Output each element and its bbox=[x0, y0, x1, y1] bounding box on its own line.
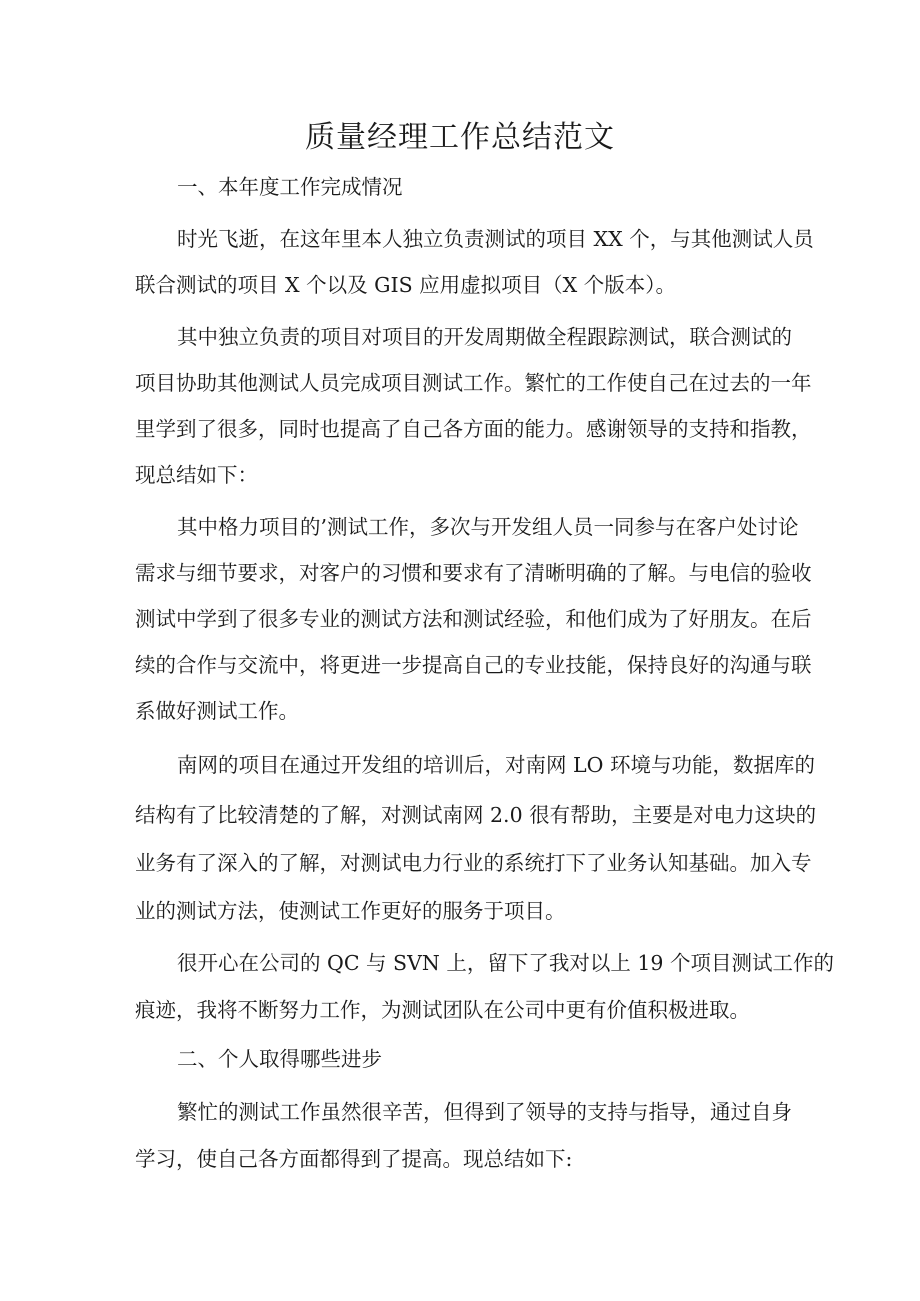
paragraph-3-line-3: 测试中学到了很多专业的测试方法和测试经验，和他们成为了好朋友。在后 bbox=[135, 607, 812, 631]
paragraph-3-line-1: 其中格力项目的’测试工作，多次与开发组人员一同参与在客户处讨论 bbox=[177, 515, 799, 539]
paragraph-3-line-5: 系做好测试工作。 bbox=[135, 699, 299, 723]
page-title: 质量经理工作总结范文 bbox=[305, 120, 615, 155]
paragraph-2-line-2: 项目协助其他测试人员完成项目测试工作。繁忙的工作使自己在过去的一年 bbox=[135, 371, 812, 395]
paragraph-3-line-4: 续的合作与交流中，将更进一步提高自己的专业技能，保持良好的沟通与联 bbox=[135, 653, 812, 677]
paragraph-6-line-2: 学习，使自己各方面都得到了提高。现总结如下: bbox=[135, 1147, 573, 1171]
paragraph-4-line-4: 业的测试方法，使测试工作更好的服务于项目。 bbox=[135, 899, 566, 923]
paragraph-1-line-1: 时光飞逝，在这年里本人独立负责测试的项目 XX 个，与其他测试人员 bbox=[177, 227, 814, 251]
paragraph-5-line-1: 很开心在公司的 QC 与 SVN 上，留下了我对以上 19 个项目测试工作的 bbox=[177, 951, 834, 975]
section-heading-1: 一、本年度工作完成情况 bbox=[177, 175, 403, 199]
paragraph-4-line-1: 南网的项目在通过开发组的培训后，对南网 LO 环境与功能，数据库的 bbox=[177, 753, 815, 777]
paragraph-2-line-1: 其中独立负责的项目对项目的开发周期做全程跟踪测试，联合测试的 bbox=[177, 325, 792, 349]
paragraph-6-line-1: 繁忙的测试工作虽然很辛苦，但得到了领导的支持与指导，通过自身 bbox=[177, 1100, 792, 1124]
paragraph-1-line-2: 联合测试的项目 X 个以及 GIS 应用虚拟项目（X 个版本）。 bbox=[135, 273, 677, 297]
paragraph-3-line-2: 需求与细节要求，对客户的习惯和要求有了清晰明确的了解。与电信的验收 bbox=[135, 561, 812, 585]
paragraph-4-line-2: 结构有了比较清楚的了解，对测试南网 2.0 很有帮助，主要是对电力这块的 bbox=[135, 803, 817, 827]
paragraph-4-line-3: 业务有了深入的了解，对测试电力行业的系统打下了业务认知基础。加入专 bbox=[135, 851, 812, 875]
paragraph-5-line-2: 痕迹，我将不断努力工作，为测试团队在公司中更有价值积极进取。 bbox=[135, 998, 750, 1022]
paragraph-2-line-4: 现总结如下： bbox=[135, 463, 258, 487]
paragraph-2-line-3: 里学到了很多，同时也提高了自己各方面的能力。感谢领导的支持和指教， bbox=[135, 417, 812, 441]
section-heading-2: 二、个人取得哪些进步 bbox=[177, 1047, 382, 1071]
